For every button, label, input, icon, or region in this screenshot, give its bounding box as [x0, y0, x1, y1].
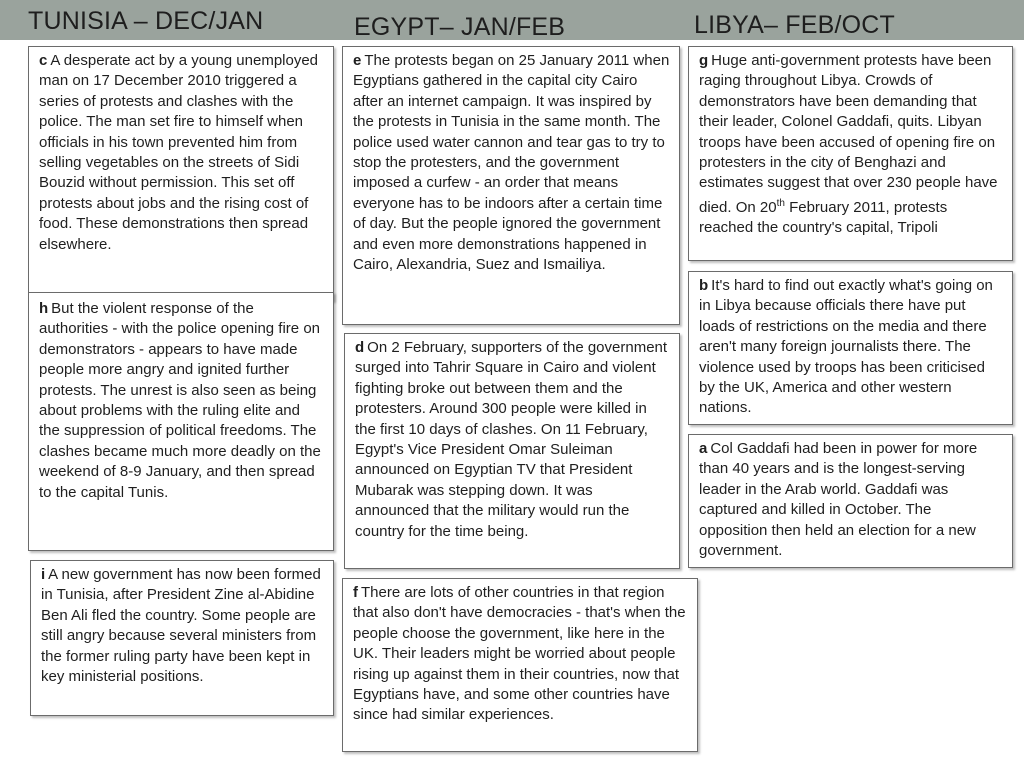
card-g: [688, 46, 1013, 261]
card-letter: b: [699, 277, 709, 294]
card-letter: i: [41, 566, 46, 583]
card-text-after: February 2011, protests reached the country's capital, Tripoli: [699, 198, 948, 237]
heading-libya: LIBYA– FEB/OCT: [694, 11, 896, 39]
card-b: [688, 271, 1013, 425]
card-text: A desperate act by a young unemployed man on 17 December 2010 triggered a series of protests and clashes with the police. The man set fire to himself when officials in his town prevented him from selling vegetables on the streets of Sidi Bouzid without permission. This set off protests about jobs and the rising cost of food. These demonstrations then spread elsewhere.: [39, 52, 319, 253]
card-text: On 2 February, supporters of the government surged into Tahrir Square in Cairo and violent fighting broke out between them and the protesters. Around 300 people were killed in the first 10 days of clashes. On 11 February, Egypt's Vice President Omar Suleiman announced on Egyptian TV that President Mubarak was stepping down. It was announced that the military would run the country for the time being.: [355, 339, 668, 540]
card-letter: f: [353, 584, 358, 601]
card-text: Col Gaddafi had been in power for more than 40 years and is the longest-serving leader in the Arab world. Gaddafi was captured and killed in October. The opposition then held an election for a new government.: [699, 440, 978, 560]
card-letter: g: [699, 52, 709, 69]
card-d: [344, 333, 680, 569]
card-text: The protests began on 25 January 2011 when Egyptians gathered in the capital city Cairo after an internet campaign. It was inspired by the protests in Tunisia in the same month. The police used water cannon and tear gas to try to stop the protesters, and the government imposed a curfew - an order that means everyone has to be indoors after a certain time of day. But the people ignored the government and even more demonstrations happened in Cairo, Alexandria, Suez and Ismailiya.: [353, 52, 670, 274]
card-i: [30, 560, 334, 716]
card-f: [342, 578, 698, 752]
card-letter: d: [355, 339, 365, 356]
card-letter: h: [39, 300, 49, 317]
card-text: A new government has now been formed in Tunisia, after President Zine al-Abidine Ben Ali fled the country. Some people are still angry because several ministers from the former ruling party have been kept in key ministerial positions.: [41, 566, 321, 686]
card-text: Huge anti-government protests have been raging throughout Libya. Crowds of demonstrators have been demanding that their leader, Colonel Gaddafi, quits. Libyan troops have been accused of opening fire on protesters in the city of Benghazi and estimates suggest that over 230 people have died. On 20: [699, 52, 998, 216]
heading-tunisia: TUNISIA – DEC/JAN: [28, 7, 264, 35]
card-text: It's hard to find out exactly what's going on in Libya because officials there have put loads of restrictions on the media and there aren't many foreign journalists there. The violence used by troops has been criticised by the UK, America and other western nations.: [699, 277, 993, 417]
card-superscript: th: [776, 197, 785, 209]
card-c: [28, 46, 334, 301]
card-h: [28, 292, 334, 551]
card-a: [688, 434, 1013, 568]
heading-egypt: EGYPT– JAN/FEB: [354, 13, 566, 41]
card-letter: a: [699, 440, 708, 457]
card-letter: e: [353, 52, 362, 69]
card-letter: c: [39, 52, 48, 69]
card-e: [342, 46, 680, 325]
card-text: There are lots of other countries in that region that also don't have democracies - that's when the people choose the government, like here in the UK. Their leaders might be worried about people rising up against them in their countries, now that Egyptians have, and some other countries have since had similar experiences.: [353, 584, 686, 724]
card-text: But the violent response of the authorities - with the police opening fire on demonstrators - appears to have made people more angry and ignited further protests. The unrest is also seen as being about problems with the ruling elite and the suppression of political freedoms. The clashes became much more deadly on the weekend of 8-9 January, and then spread to the capital Tunis.: [39, 300, 321, 501]
